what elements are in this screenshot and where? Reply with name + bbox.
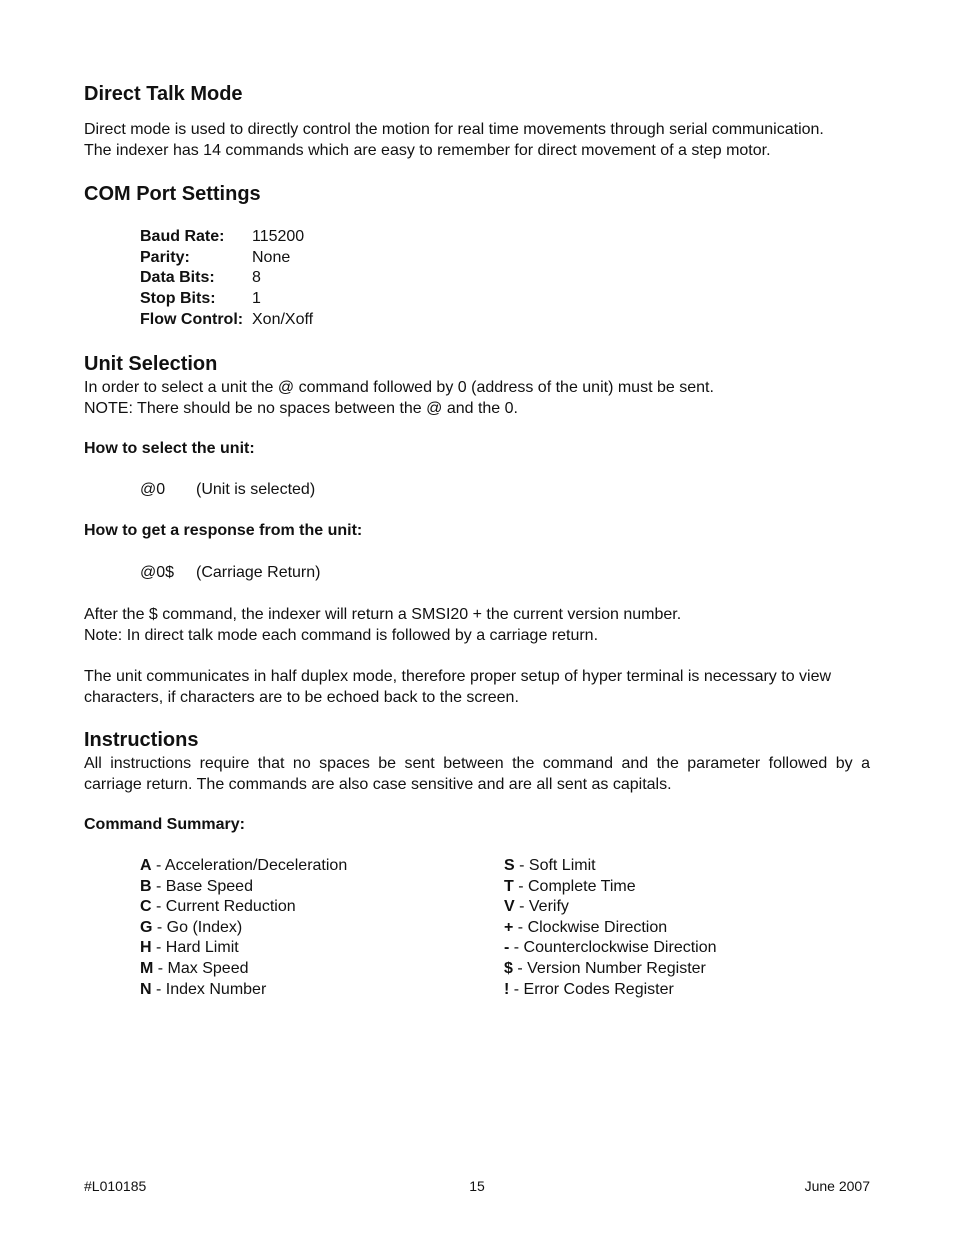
command-description: - Acceleration/Deceleration	[151, 857, 348, 874]
command-description: - Current Reduction	[151, 898, 296, 916]
command-key: S	[504, 857, 515, 874]
setting-row-data-bits	[140, 268, 313, 289]
footer-page-number: 15	[469, 1178, 485, 1194]
example-description: (Carriage Return)	[196, 564, 321, 581]
command-key: !	[504, 980, 510, 998]
command-key: N	[140, 980, 152, 998]
command-description: - Verify	[514, 898, 569, 916]
command-key: M	[140, 959, 154, 977]
setting-value: None	[252, 248, 291, 266]
command-description: - Version Number Register	[512, 959, 706, 977]
command-key: $	[504, 959, 513, 977]
command-description: - Max Speed	[153, 959, 249, 977]
command-description: - Counterclockwise Direction	[509, 939, 717, 957]
command-key: H	[140, 939, 152, 957]
paragraph-line: The unit communicates in half duplex mode, therefore proper setup of hyper terminal is necessary to view	[84, 668, 832, 685]
command-key: C	[140, 898, 152, 916]
command-description: - Base Speed	[151, 877, 253, 895]
direct-talk-paragraph	[84, 119, 824, 161]
setting-row-flow-control	[140, 310, 313, 331]
command-description: - Hard Limit	[151, 939, 239, 957]
subheading-how-to-get-response: How to get a response from the unit:	[84, 522, 363, 539]
example-description: (Unit is selected)	[196, 481, 316, 498]
setting-label: Stop Bits:	[140, 290, 216, 308]
subheading-command-summary: Command Summary:	[84, 816, 245, 833]
paragraph-line: Note: In direct talk mode each command is followed by a carriage return.	[84, 627, 599, 644]
paragraph-line: In order to select a unit the @ command followed by 0 (address of the unit) must be sent.	[84, 379, 714, 396]
section-heading-instructions: Instructions	[84, 729, 199, 751]
section-heading-unit-selection: Unit Selection	[84, 353, 218, 375]
command-key: V	[504, 898, 515, 916]
setting-value: 1	[252, 290, 261, 308]
paragraph-line: After the $ command, the indexer will return a SMSI20 + the current version number.	[84, 606, 682, 623]
paragraph-line: Direct mode is used to directly control the motion for real time movements through serial communication.	[84, 121, 824, 138]
setting-row-parity	[140, 248, 313, 269]
paragraph-line: NOTE: There should be no spaces between the @ and the 0.	[84, 400, 518, 417]
subheading-how-to-select: How to select the unit:	[84, 440, 255, 457]
setting-label: Data Bits:	[140, 269, 215, 287]
com-port-settings-list	[140, 227, 313, 330]
command-key: +	[504, 918, 514, 936]
command-description: - Clockwise Direction	[513, 918, 668, 936]
command-key: B	[140, 877, 152, 895]
command-key: T	[504, 877, 514, 895]
footer-document-number: #L010185	[84, 1178, 147, 1194]
command-key: G	[140, 918, 153, 936]
command-description: - Go (Index)	[152, 918, 243, 936]
command-description: - Index Number	[151, 980, 267, 998]
paragraph-line: All instructions require that no spaces be sent between the command and the parameter followed by a	[84, 755, 870, 772]
paragraph-line: characters, if characters are to be echoed back to the screen.	[84, 689, 519, 706]
setting-label: Flow Control:	[140, 310, 244, 328]
setting-value: Xon/Xoff	[252, 310, 314, 328]
document-page	[84, 0, 870, 1235]
setting-value: 115200	[252, 228, 305, 245]
setting-label: Parity:	[140, 248, 190, 266]
setting-value: 8	[252, 269, 261, 287]
command-key: -	[504, 939, 510, 957]
paragraph-line: carriage return. The commands are also case sensitive and are all sent as capitals.	[84, 776, 672, 793]
section-heading-direct-talk-mode: Direct Talk Mode	[84, 83, 243, 105]
example-command: @0$	[140, 564, 175, 581]
command-key: A	[140, 857, 152, 874]
section-heading-com-port-settings: COM Port Settings	[84, 183, 261, 205]
example-command: @0	[140, 481, 166, 498]
paragraph-line: The indexer has 14 commands which are easy to remember for direct movement of a step motor.	[84, 142, 771, 159]
command-description: - Soft Limit	[514, 857, 596, 874]
setting-row-stop-bits	[140, 289, 313, 310]
setting-row-baud-rate	[140, 227, 313, 248]
command-description: - Error Codes Register	[509, 980, 674, 998]
setting-label: Baud Rate:	[140, 228, 225, 245]
footer-date: June 2007	[804, 1178, 870, 1194]
command-description: - Complete Time	[513, 877, 636, 895]
